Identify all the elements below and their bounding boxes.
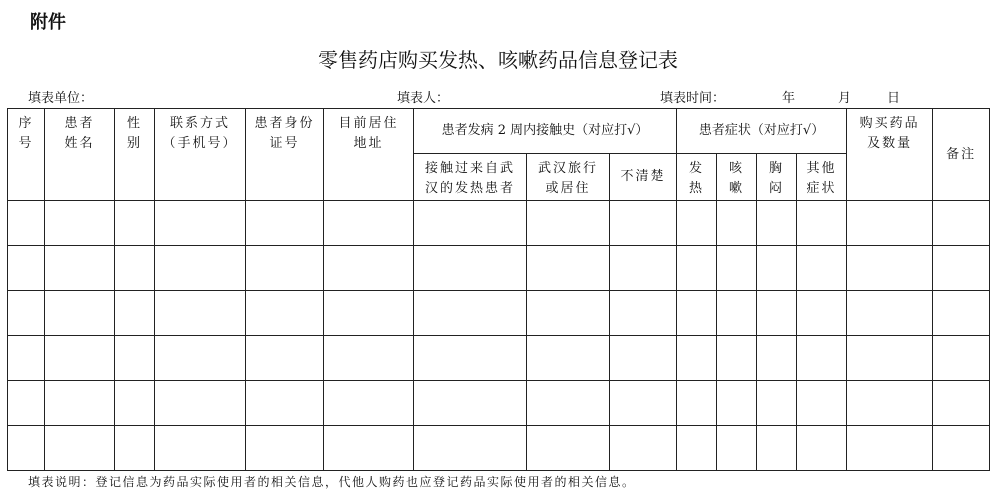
table-cell[interactable] <box>45 336 115 381</box>
table-cell[interactable] <box>610 426 677 471</box>
table-cell[interactable] <box>797 201 847 246</box>
table-cell[interactable] <box>677 336 717 381</box>
time-field[interactable] <box>660 87 725 106</box>
header-unclear: 不清楚 <box>610 154 677 201</box>
table-cell[interactable] <box>933 201 990 246</box>
table-cell[interactable] <box>8 246 45 291</box>
filler-field[interactable] <box>397 87 449 106</box>
table-cell[interactable] <box>717 291 757 336</box>
table-cell[interactable] <box>155 291 246 336</box>
table-cell[interactable] <box>8 201 45 246</box>
unit-field[interactable] <box>28 87 93 106</box>
table-cell[interactable] <box>324 201 414 246</box>
table-cell[interactable] <box>610 246 677 291</box>
header-chest: 胸 闷 <box>757 154 797 201</box>
table-cell[interactable] <box>527 381 610 426</box>
header-travel-wuhan: 武汉旅行 或居住 <box>527 154 610 201</box>
day-label: 日 <box>887 91 901 106</box>
table-cell[interactable] <box>847 336 933 381</box>
attachment-label: 附件 <box>30 12 66 33</box>
table-cell[interactable] <box>246 291 324 336</box>
footnote: 填表说明：登记信息为药品实际使用者的相关信息，代他人购药也应登记药品实际使用者的相关信息。 <box>28 475 636 489</box>
header-contact-fever-patient: 接触过来自武 汉的发热患者 <box>414 154 527 201</box>
table-cell[interactable] <box>717 246 757 291</box>
table-cell[interactable] <box>414 426 527 471</box>
table-cell[interactable] <box>414 336 527 381</box>
table-cell[interactable] <box>933 291 990 336</box>
table-cell[interactable] <box>677 291 717 336</box>
table-cell[interactable] <box>757 201 797 246</box>
table-cell[interactable] <box>8 291 45 336</box>
table-cell[interactable] <box>933 246 990 291</box>
table-cell[interactable] <box>933 336 990 381</box>
table-cell[interactable] <box>610 291 677 336</box>
table-row <box>8 426 990 471</box>
table-cell[interactable] <box>115 291 155 336</box>
filler-label: 填表人： <box>397 91 450 106</box>
header-fever: 发 热 <box>677 154 717 201</box>
table-cell[interactable] <box>155 246 246 291</box>
table-cell[interactable] <box>246 381 324 426</box>
form-title: 零售药店购买发热、咳嗽药品信息登记表 <box>318 48 678 72</box>
table-row <box>8 381 990 426</box>
table-cell[interactable] <box>527 426 610 471</box>
table-cell[interactable] <box>324 426 414 471</box>
table-cell[interactable] <box>847 381 933 426</box>
table-cell[interactable] <box>115 426 155 471</box>
table-row <box>8 246 990 291</box>
table-cell[interactable] <box>847 246 933 291</box>
table-cell[interactable] <box>324 246 414 291</box>
header-symptoms: 患者症状（对应打√） <box>677 109 847 154</box>
time-label: 填表时间： <box>660 91 726 106</box>
header-id: 患者身份 证号 <box>246 109 324 201</box>
table-cell[interactable] <box>527 201 610 246</box>
table-cell[interactable] <box>797 426 847 471</box>
table-cell[interactable] <box>8 336 45 381</box>
header-contact: 联系方式 （手机号） <box>155 109 246 201</box>
table-cell[interactable] <box>414 246 527 291</box>
table-cell[interactable] <box>155 426 246 471</box>
table-cell[interactable] <box>757 336 797 381</box>
table-cell[interactable] <box>246 336 324 381</box>
table-cell[interactable] <box>933 426 990 471</box>
table-cell[interactable] <box>45 426 115 471</box>
table-cell[interactable] <box>414 381 527 426</box>
header-name: 患者 姓名 <box>45 109 115 201</box>
table-cell[interactable] <box>324 336 414 381</box>
header-other-symptoms: 其他 症状 <box>797 154 847 201</box>
table-cell[interactable] <box>8 381 45 426</box>
header-remarks: 备注 <box>933 109 990 201</box>
table-cell[interactable] <box>677 426 717 471</box>
table-cell[interactable] <box>757 246 797 291</box>
table-cell[interactable] <box>677 201 717 246</box>
table-row <box>8 336 990 381</box>
table-cell[interactable] <box>847 291 933 336</box>
table-cell[interactable] <box>45 201 115 246</box>
table-row <box>8 201 990 246</box>
table-cell[interactable] <box>610 336 677 381</box>
table-cell[interactable] <box>847 426 933 471</box>
table-cell[interactable] <box>115 381 155 426</box>
table-cell[interactable] <box>717 381 757 426</box>
table-cell[interactable] <box>414 201 527 246</box>
table-cell[interactable] <box>246 201 324 246</box>
table-cell[interactable] <box>797 336 847 381</box>
year-label: 年 <box>782 91 796 106</box>
table-cell[interactable] <box>610 201 677 246</box>
header-gender: 性 别 <box>115 109 155 201</box>
table-cell[interactable] <box>155 201 246 246</box>
table-cell[interactable] <box>155 381 246 426</box>
header-contact-history: 患者发病 2 周内接触史（对应打√） <box>414 109 677 154</box>
table-cell[interactable] <box>246 246 324 291</box>
table-cell[interactable] <box>610 381 677 426</box>
table-cell[interactable] <box>45 291 115 336</box>
table-cell[interactable] <box>324 291 414 336</box>
table-cell[interactable] <box>8 426 45 471</box>
table-cell[interactable] <box>797 291 847 336</box>
table-cell[interactable] <box>527 336 610 381</box>
table-cell[interactable] <box>115 336 155 381</box>
header-index: 序 号 <box>8 109 45 201</box>
table-cell[interactable] <box>246 426 324 471</box>
table-cell[interactable] <box>115 201 155 246</box>
table-cell[interactable] <box>717 426 757 471</box>
header-drugs: 购买药品 及数量 <box>847 109 933 201</box>
table-cell[interactable] <box>797 246 847 291</box>
table-cell[interactable] <box>45 246 115 291</box>
table-cell[interactable] <box>527 246 610 291</box>
table-row <box>8 291 990 336</box>
table-cell[interactable] <box>797 381 847 426</box>
table-cell[interactable] <box>115 246 155 291</box>
header-cough: 咳 嗽 <box>717 154 757 201</box>
table-cell[interactable] <box>757 381 797 426</box>
table-cell[interactable] <box>717 336 757 381</box>
table-cell[interactable] <box>527 291 610 336</box>
table-cell[interactable] <box>847 201 933 246</box>
table-cell[interactable] <box>677 381 717 426</box>
table-cell[interactable] <box>933 381 990 426</box>
table-cell[interactable] <box>717 201 757 246</box>
header-address: 目前居住 地址 <box>324 109 414 201</box>
table-cell[interactable] <box>45 381 115 426</box>
table-cell[interactable] <box>155 336 246 381</box>
table-cell[interactable] <box>414 291 527 336</box>
month-label: 月 <box>838 91 852 106</box>
registration-table <box>7 108 990 471</box>
table-cell[interactable] <box>757 426 797 471</box>
table-cell[interactable] <box>324 381 414 426</box>
unit-label: 填表单位： <box>28 91 94 106</box>
table-cell[interactable] <box>677 246 717 291</box>
table-cell[interactable] <box>757 291 797 336</box>
